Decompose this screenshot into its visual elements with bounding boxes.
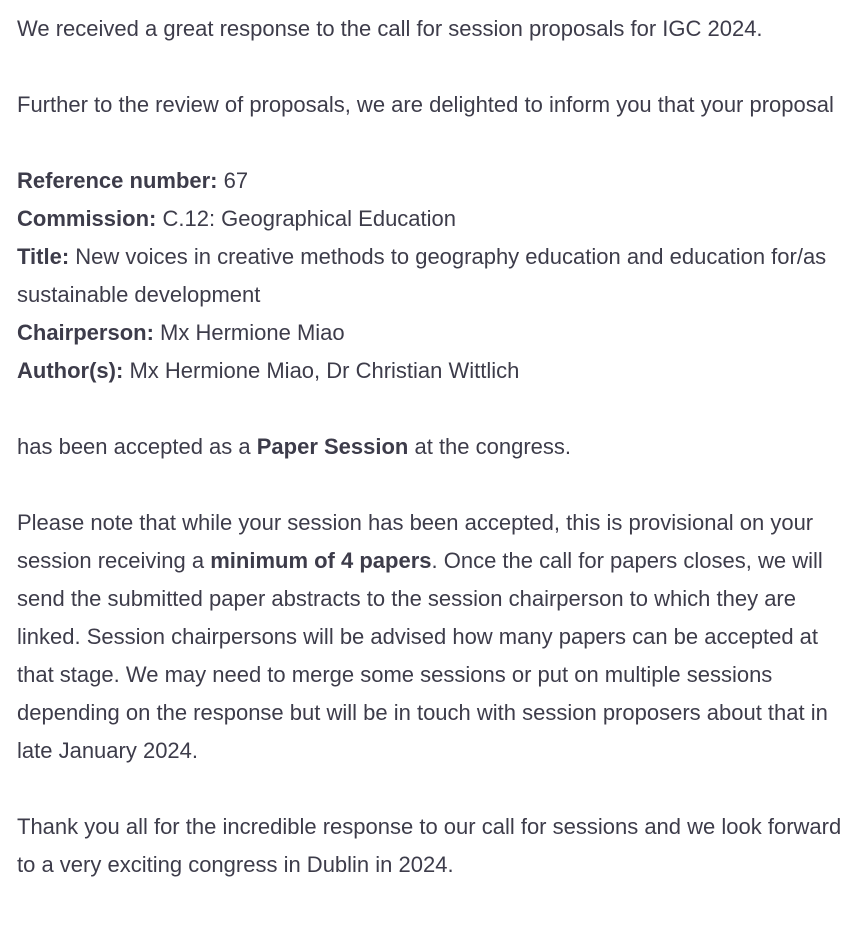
authors-value: Mx Hermione Miao, Dr Christian Wittlich xyxy=(129,358,520,383)
closing-paragraph: Thank you all for the incredible response to our call for sessions and we look forward to a very exciting congress in Dublin in 2024. xyxy=(17,814,842,877)
note-text-before: Please note that while your session has been accepted, this is provisional on your session receiving a xyxy=(17,510,814,573)
reference-number-value: 67 xyxy=(223,168,249,193)
intro-paragraph: We received a great response to the call for session proposals for IGC 2024. xyxy=(17,16,763,41)
note-text-after: . Once the call for papers closes, we will send the submitted paper abstracts to the session chairperson to which they are linked. Session chairpersons will be advised how many papers can be accepted at that stage. We may need to merge some sessions or put on multiple sessions depending on the response but will be in touch with session proposers about that in late January 2024. xyxy=(17,548,828,763)
commission-label: Commission: xyxy=(17,206,157,231)
authors-label: Author(s): xyxy=(17,358,124,383)
minimum-papers: minimum of 4 papers xyxy=(210,548,432,573)
reference-number-label: Reference number: xyxy=(17,168,218,193)
session-type: Paper Session xyxy=(256,434,409,459)
accepted-text-before: has been accepted as a xyxy=(17,434,257,459)
authors-field xyxy=(17,352,842,390)
commission-field xyxy=(17,200,842,238)
commission-value: C.12: Geographical Education xyxy=(162,206,457,231)
chairperson-label: Chairperson: xyxy=(17,320,154,345)
proposal-details xyxy=(17,162,842,390)
accepted-text-after: at the congress. xyxy=(408,434,572,459)
title-field xyxy=(17,238,842,314)
email-body xyxy=(17,10,842,922)
reference-number-field xyxy=(17,162,842,200)
note-paragraph xyxy=(17,504,842,770)
chairperson-field xyxy=(17,314,842,352)
title-label: Title: xyxy=(17,244,70,269)
accepted-paragraph xyxy=(17,428,842,466)
title-value: New voices in creative methods to geography education and education for/as sustainable development xyxy=(17,244,827,307)
further-paragraph: Further to the review of proposals, we are delighted to inform you that your proposal xyxy=(17,92,834,117)
chairperson-value: Mx Hermione Miao xyxy=(160,320,345,345)
